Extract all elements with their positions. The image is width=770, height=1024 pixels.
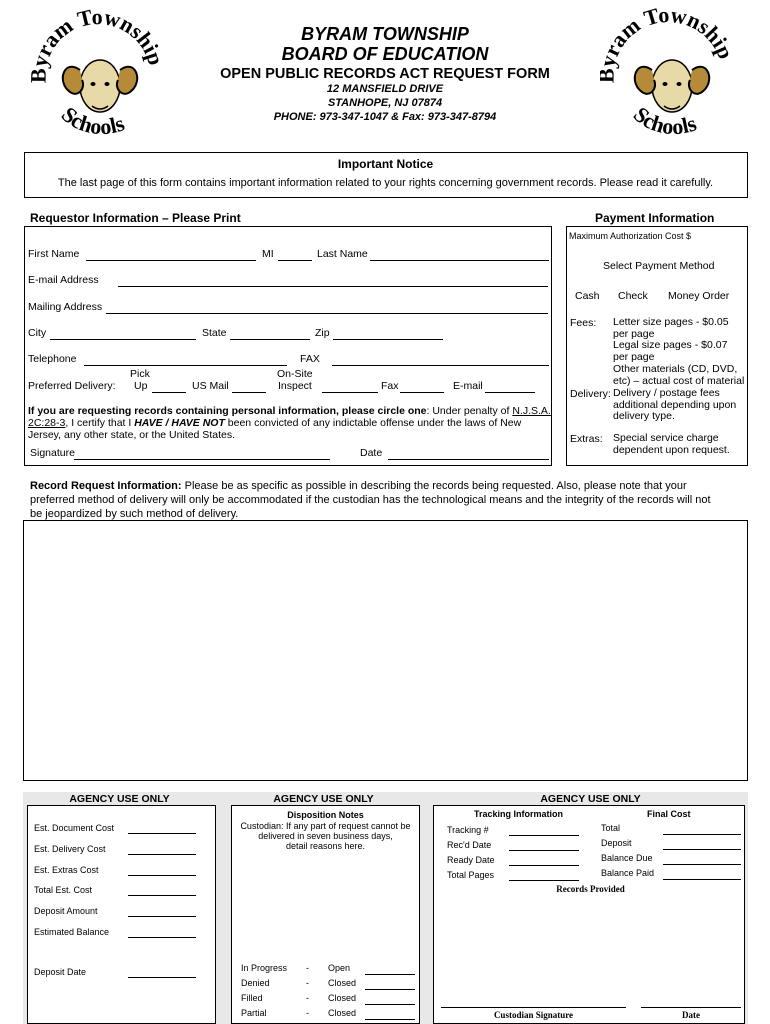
disposition-text3: detail reasons here. [285,841,366,851]
fax-label: FAX [300,353,320,365]
mailing-label: Mailing Address [28,301,103,313]
certify-text: , I certify that I [65,417,135,429]
org-name: BYRAM TOWNSHIP [301,24,469,44]
signature-label: Signature [30,447,75,459]
notice-box [24,152,748,198]
status-partial-field[interactable] [365,1019,415,1020]
signature-field[interactable] [74,459,330,460]
logo-text-bottom: Schools [628,101,700,140]
records-provided-area[interactable] [440,896,740,1006]
est-delivery-cost-field[interactable] [128,854,196,855]
status-denied-field[interactable] [365,989,415,990]
status-closed: Closed [328,1008,357,1018]
fees-line: etc) – actual cost of material [613,374,745,387]
deposit-amount-field[interactable] [128,916,196,917]
fax-delivery-field[interactable] [400,392,444,393]
onsite-label: On-Site [277,368,313,380]
njsa-text: N.J.S.A. [512,405,551,417]
est-document-cost-field[interactable] [128,833,196,834]
logo-text-top: Byram Township [28,8,168,84]
personal-info-text: : Under penalty of [426,405,513,417]
final-deposit-label: Deposit [601,838,632,848]
extras-line: dependent upon request. [613,443,730,456]
record-request-textarea[interactable] [23,520,748,781]
requestor-heading: Requestor Information – Please Print [30,211,241,225]
mi-label: MI [262,248,274,260]
recd-date-label: Rec'd Date [447,840,492,850]
payment-heading: Payment Information [595,211,715,225]
cash-option[interactable]: Cash [575,290,600,302]
status-open-field[interactable] [365,974,415,975]
money-order-option[interactable]: Money Order [668,290,730,302]
final-deposit-field[interactable] [663,849,741,850]
custodian-date-label: Date [682,1010,700,1020]
slash-text: / [162,417,172,429]
disposition-text2: delivered in seven business days, [258,831,393,841]
estimated-balance-field[interactable] [128,937,196,938]
balance-due-field[interactable] [663,864,741,865]
disposition-title: Disposition Notes [287,810,364,820]
total-pages-label: Total Pages [447,870,495,880]
last-name-field[interactable] [370,260,549,261]
first-name-label: First Name [28,248,80,260]
ready-date-label: Ready Date [447,855,495,865]
balance-due-label: Balance Due [601,853,653,863]
estimated-balance-label: Estimated Balance [34,927,110,937]
tracking-number-field[interactable] [509,835,579,836]
statute-text: 2C:28-3 [28,417,66,429]
tracking-title: Tracking Information [474,809,564,819]
fees-label: Fees: [570,317,597,329]
logo-text-top: ram Township [600,8,739,63]
total-est-cost-field[interactable] [128,895,196,896]
address-line2: STANHOPE, NJ 07874 [327,97,443,109]
est-extras-cost-label: Est. Extras Cost [34,865,99,875]
delivery-label: Delivery: [570,388,611,400]
date-field[interactable] [388,459,549,460]
phone-fax: PHONE: 973-347-1047 & Fax: 973-347-8794 [273,111,497,123]
date-label: Date [360,447,383,459]
inspect-label: Inspect [278,380,312,392]
state-field[interactable] [230,339,310,340]
have-not-option[interactable]: HAVE NOT [171,417,225,429]
delivery-line: Delivery / postage fees [613,387,720,399]
telephone-label: Telephone [28,353,77,365]
record-heading: Record Request Information: [30,480,182,492]
recd-date-field[interactable] [509,850,579,851]
mi-field[interactable] [278,260,312,261]
state-label: State [202,327,227,339]
agency3-heading: AGENCY USE ONLY [540,793,641,805]
balance-paid-field[interactable] [663,879,741,880]
select-payment-label: Select Payment Method [603,260,715,272]
agency2-heading: AGENCY USE ONLY [273,793,374,805]
have-option[interactable]: HAVE [134,417,163,429]
usmail-label: US Mail [192,380,229,392]
status-filled: Filled [241,993,263,1003]
zip-field[interactable] [333,339,443,340]
personal-info-line1 [28,405,551,417]
inspect-field[interactable] [322,392,378,393]
email-delivery-field[interactable] [485,392,535,393]
deposit-date-label: Deposit Date [34,967,87,977]
city-field[interactable] [50,339,196,340]
ready-date-field[interactable] [509,865,579,866]
record-text1: Please be as specific as possible in describing the records being requested. Also, please note that your [181,480,687,492]
delivery-list [613,388,736,423]
records-provided-label: Records Provided [556,884,625,894]
preferred-delivery-label: Preferred Delivery: [28,380,116,392]
balance-paid-label: Balance Paid [601,868,655,878]
status-denied: Denied [241,978,270,988]
total-pages-field[interactable] [509,880,579,881]
deposit-amount-label: Deposit Amount [34,906,98,916]
status-closed: Closed [328,978,357,988]
personal-info-bold: If you are requesting records containing personal information, please circle one [28,405,427,417]
status-closed: Closed [328,993,357,1003]
deposit-date-field[interactable] [128,977,196,978]
est-delivery-cost-label: Est. Delivery Cost [34,844,106,854]
mailing-field[interactable] [106,313,548,314]
agency1-heading: AGENCY USE ONLY [69,793,170,805]
notice-title: Important Notice [337,157,434,171]
tracking-number-label: Tracking # [447,825,489,835]
extras-line: Special service charge [613,432,719,444]
fees-line: per page [613,327,655,340]
custodian-signature-field[interactable] [441,1007,626,1008]
total-est-cost-label: Total Est. Cost [34,885,93,895]
disposition-text1: Custodian: If any part of request cannot be [240,821,411,831]
fees-line: Legal size pages - $0.07 [613,339,728,352]
check-option[interactable]: Check [618,290,648,302]
max-auth-label: Maximum Authorization Cost $ [569,231,692,241]
est-document-cost-label: Est. Document Cost [34,823,115,833]
extras-list [613,433,730,456]
city-label: City [28,327,47,339]
address-line1: 12 MANSFIELD DRIVE [326,83,444,95]
pickup-field[interactable] [152,392,186,393]
fees-line: Letter size pages - $0.05 [613,316,729,328]
notice-text: The last page of this form contains important information related to your rights concerning government records. Please read it carefully. [57,177,714,189]
board-name: BOARD OF EDUCATION [281,44,489,64]
pickup-label: Up [134,380,148,392]
fees-list [613,317,744,387]
logo-text-bottom: Schools [56,101,128,140]
email-field[interactable] [118,286,548,287]
fax-delivery-label: Fax [381,380,399,392]
fees-line: Other materials (CD, DVD, [613,362,738,375]
final-cost-title: Final Cost [647,809,691,819]
status-dash: - [306,978,309,988]
fax-field[interactable] [332,365,549,366]
pick-label: Pick [130,368,150,380]
personal-info-line3: Jersey, any other state, or the United States. [28,429,235,441]
status-open: Open [328,963,351,973]
extras-label: Extras: [570,433,603,445]
status-dash: - [306,993,309,1003]
last-name-label: Last Name [317,248,368,260]
record-line3: be jeopardized by such method of delivery. [30,508,239,520]
delivery-line: delivery type. [613,410,675,423]
final-total-field[interactable] [663,834,741,835]
est-extras-cost-field[interactable] [128,875,196,876]
status-dash: - [306,1008,309,1018]
status-filled-field[interactable] [365,1004,415,1005]
custodian-signature-label: Custodian Signature [493,1010,574,1020]
personal-info-line2 [28,417,521,429]
status-dash: - [306,963,309,973]
record-line2: preferred method of delivery will only be accommodated if the custodian has the technological means and the integrity of the records will not [30,494,711,506]
first-name-field[interactable] [86,260,256,261]
custodian-date-field[interactable] [641,1007,741,1008]
status-in-progress: In Progress [241,963,288,973]
email-label: E-mail Address [28,274,99,286]
form-title: OPEN PUBLIC RECORDS ACT REQUEST FORM [220,66,550,82]
fees-line: per page [613,351,655,364]
email-delivery-label: E-mail [453,380,483,392]
usmail-field[interactable] [232,392,266,393]
telephone-field[interactable] [84,365,287,366]
record-line1 [30,480,687,492]
final-total-label: Total [601,823,621,833]
delivery-line: additional depending upon [613,398,737,411]
zip-label: Zip [315,327,330,339]
status-partial: Partial [241,1008,267,1018]
offense-text: been convicted of any indictable offense under the laws of New [224,417,522,429]
